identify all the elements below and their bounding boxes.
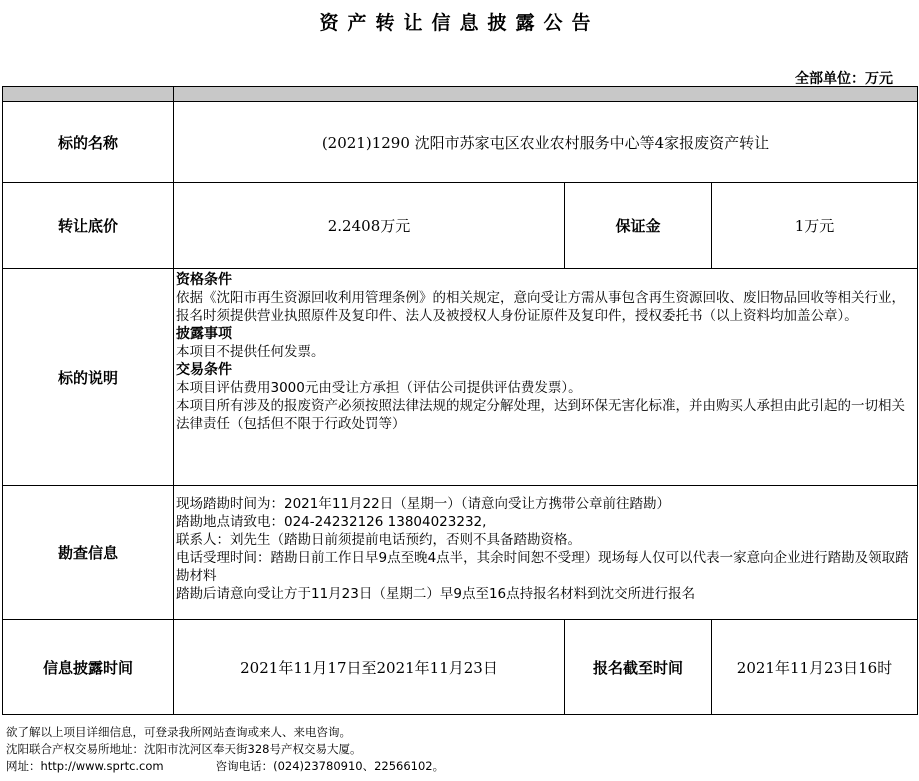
- table-row: [3, 102, 918, 183]
- footer-address: 沈阳联合产权交易所地址：沈阳市沈河区奉天街328号产权交易大厦。: [6, 742, 362, 756]
- description-label: 标的说明: [3, 269, 174, 486]
- info-table: [2, 86, 918, 715]
- survey-label: 勘查信息: [3, 486, 174, 620]
- disclosure-text: 本项目不提供任何发票。: [176, 344, 325, 360]
- disclosure-heading: 披露事项: [176, 326, 232, 342]
- disclosure-period-label: 信息披露时间: [3, 620, 174, 715]
- table-row: [3, 269, 918, 486]
- survey-registration: 踏勘后请意向受让方于11月23日（星期二）早9点至16点持报名材料到沈交所进行报名: [176, 586, 696, 602]
- trade-text-fee: 本项目评估费用3000元由受让方承担（评估公司提供评估费发票）。: [176, 380, 582, 396]
- survey-time: 现场踏勘时间为：2021年11月22日（星期一）（请意向受让方携带公章前往踏勘）: [176, 496, 670, 512]
- survey-phone: 踏勘地点请致电：024-24232126 13804023232,: [176, 514, 487, 530]
- table-row: [3, 620, 918, 715]
- table-row: [3, 486, 918, 620]
- survey-contact: 联系人：刘先生（踏勘日前须提前电话预约，否则不具备踏勘资格。: [176, 532, 581, 548]
- footer: [6, 724, 444, 775]
- footer-info: 欲了解以上项目详细信息，可登录我所网站查询或来人、来电咨询。: [6, 725, 351, 739]
- page-title: 资产转让信息披露公告: [319, 12, 600, 34]
- qualification-heading: 资格条件: [176, 272, 232, 288]
- footer-website: 网址：http://www.sprtc.com: [6, 759, 164, 773]
- price-value: 2.2408万元: [174, 183, 565, 269]
- description-content: [174, 269, 918, 486]
- footer-phone: 咨询电话：(024)23780910、22566102。: [215, 759, 445, 773]
- target-name-label: 标的名称: [3, 102, 174, 183]
- survey-content: [174, 486, 918, 620]
- deposit-value: 1万元: [712, 183, 918, 269]
- disclosure-period-value: 2021年11月17日至2021年11月23日: [174, 620, 565, 715]
- trade-text-disposal: 本项目所有涉及的报废资产必须按照法律法规的规定分解处理，达到环保无害化标准，并由购买人承担由此引起的一切相关法律责任（包括但不限于行政处罚等）: [176, 398, 905, 432]
- deadline-value: 2021年11月23日16时: [712, 620, 918, 715]
- unit-note: 全部单位：万元: [795, 71, 893, 87]
- table-row: [3, 183, 918, 269]
- deposit-label: 保证金: [565, 183, 712, 269]
- qualification-text: 依据《沈阳市再生资源回收利用管理条例》的相关规定，意向受让方需从事包含再生资源回收、废旧物品回收等相关行业，报名时须提供营业执照原件及复印件、法人及被授权人身份证原件及复印件，授权委托书（以上资料均加盖公章）。: [176, 290, 905, 324]
- target-name-value: (2021)1290 沈阳市苏家屯区农业农村服务中心等4家报废资产转让: [174, 102, 918, 183]
- deadline-label: 报名截至时间: [565, 620, 712, 715]
- price-label: 转让底价: [3, 183, 174, 269]
- trade-heading: 交易条件: [176, 362, 232, 378]
- survey-hours: 电话受理时间：踏勘日前工作日早9点至晚4点半，其余时间恕不受理）现场每人仅可以代表一家意向企业进行踏勘及领取踏勘材料: [176, 550, 909, 584]
- table-header-bar: [3, 87, 918, 102]
